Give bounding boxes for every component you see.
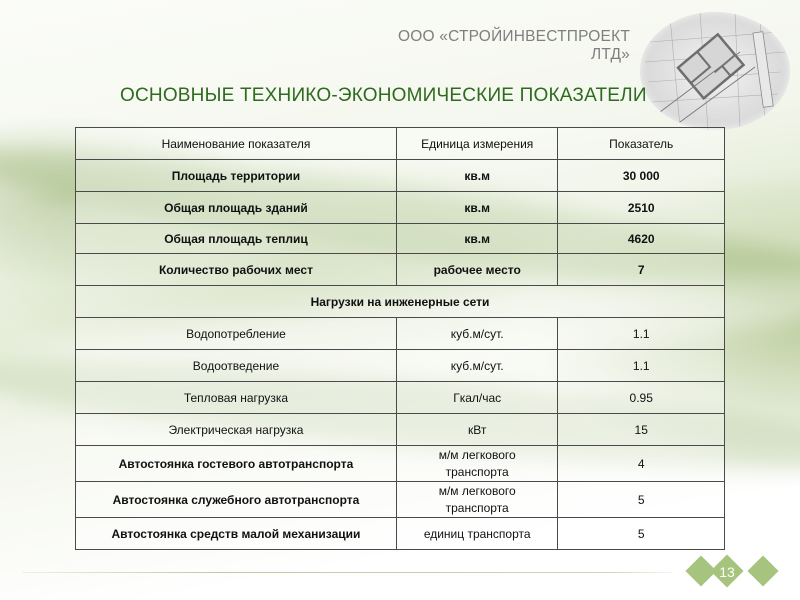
table-header-row [76, 128, 725, 160]
architectural-model-image [640, 12, 790, 130]
indicator-name: Общая площадь теплиц [76, 224, 397, 254]
load-unit: Гкал/час [396, 382, 558, 414]
parking-value: 5 [558, 482, 725, 518]
table-row [76, 224, 725, 254]
load-value: 15 [558, 414, 725, 446]
load-name: Электрическая нагрузка [76, 414, 397, 446]
parking-unit [396, 482, 558, 518]
indicators-table [75, 127, 725, 550]
page-number-badge [714, 558, 740, 584]
table-row [76, 350, 725, 382]
parking-unit [396, 446, 558, 482]
table-row [76, 382, 725, 414]
load-unit: кВт [396, 414, 558, 446]
load-value: 1.1 [558, 350, 725, 382]
parking-unit-line1: м/м легкового [438, 483, 516, 498]
table-row [76, 482, 725, 518]
indicator-unit: рабочее место [396, 254, 558, 286]
table-row [76, 192, 725, 224]
load-name: Водоотведение [76, 350, 397, 382]
column-header: Наименование показателя [76, 128, 397, 160]
parking-name: Автостоянка служебного автотранспорта [76, 482, 397, 518]
table-row [76, 414, 725, 446]
page-number: 13 [719, 564, 735, 580]
section-title: Нагрузки на инженерные сети [76, 286, 725, 318]
table-row [76, 518, 725, 550]
load-value: 0.95 [558, 382, 725, 414]
company-name: ООО «СТРОЙИНВЕСТПРОЕКТ ЛТД» [397, 28, 630, 63]
indicator-name: Общая площадь зданий [76, 192, 397, 224]
parking-unit: единиц транспорта [396, 518, 558, 550]
load-name: Водопотребление [76, 318, 397, 350]
table-row [76, 254, 725, 286]
parking-unit-line1: м/м легкового [438, 447, 516, 462]
section-header-row [76, 286, 725, 318]
load-value: 1.1 [558, 318, 725, 350]
parking-value: 4 [558, 446, 725, 482]
parking-name: Автостоянка гостевого автотранспорта [76, 446, 397, 482]
indicator-unit: кв.м [396, 224, 558, 254]
table-row [76, 446, 725, 482]
indicator-value: 4620 [558, 224, 725, 254]
table-row [76, 318, 725, 350]
load-unit: куб.м/сут. [396, 350, 558, 382]
parking-name: Автостоянка средств малой механизации [76, 518, 397, 550]
indicator-value: 30 000 [558, 160, 725, 192]
page-title: ОСНОВНЫЕ ТЕХНИКО-ЭКОНОМИЧЕСКИЕ ПОКАЗАТЕЛИ [120, 85, 647, 106]
parking-unit-line2: транспорта [445, 500, 509, 515]
indicator-unit: кв.м [396, 192, 558, 224]
load-unit: куб.м/сут. [396, 318, 558, 350]
parking-unit-line2: транспорта [445, 464, 509, 479]
column-header: Единица измерения [396, 128, 558, 160]
indicator-unit: кв.м [396, 160, 558, 192]
parking-value: 5 [558, 518, 725, 550]
indicator-value: 2510 [558, 192, 725, 224]
load-name: Тепловая нагрузка [76, 382, 397, 414]
indicator-name: Количество рабочих мест [76, 254, 397, 286]
column-header: Показатель [558, 128, 725, 160]
indicator-value: 7 [558, 254, 725, 286]
footer-divider [22, 572, 672, 573]
table-row [76, 160, 725, 192]
indicator-name: Площадь территории [76, 160, 397, 192]
next-slide-diamond-icon[interactable] [747, 555, 778, 586]
